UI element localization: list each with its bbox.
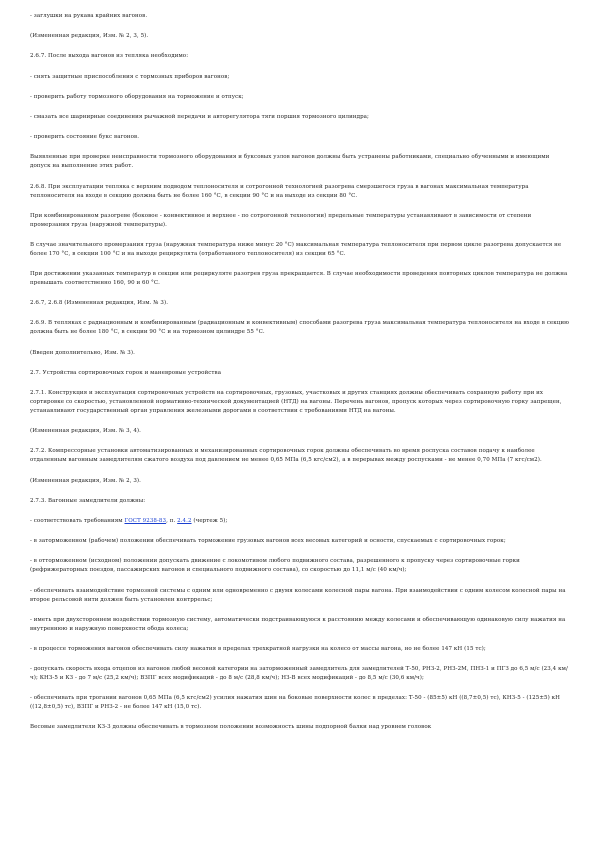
paragraph: Весовые замедлители КЗ-3 должны обеспечивать в тормозном положении возможность шины подпорной балки над уровнем головок: [30, 724, 432, 731]
list-item: - допускать скорость входа отцепов из вагонов любой весовой категории на заторможенный замедлитель для замедлителей Т-50, РНЗ-2, РНЗ-2М, ПНЗ-1 и ПГЗ до 6,5 м/с (23,4 км/ч); КНЗ-5 и КЗ - до 7 м/с (25,2 км/ч); ВЗПГ всех модификаций - до 8 м/с (28,8 км/ч); НЗ-В всех модификаций - до 8,5 м/с (30,6 км/ч);: [30, 666, 568, 682]
list-item: - в заторможенном (рабочем) положении обеспечивать торможение грузовых вагонов всех весовых категорий и осности, спускаемых с сортировочных горок;: [30, 538, 506, 545]
text-fragment: - соответствовать требованиям: [30, 517, 125, 524]
paragraph: При комбинированном разогреве (боковое - конвективное и верхнее - по сотрогонной технологии) предельные температуры устанавливают в зависимости от степени промерзания груза (наружной температуры).: [30, 212, 532, 228]
list-item: - иметь при двухстороннем воздействии тормозную систему, автоматически подстраивающуюся к расстоянию между колесами и обеспечивающую одинаковую силу нажатия на внутреннюю и наружную поверхности обода колеса;: [30, 616, 566, 632]
amendment-note: (Измененная редакция, Изм. № 2, 3, 5).: [30, 33, 149, 40]
list-item: - в процессе торможения вагонов обеспечивать силу нажатия в пределах трехкратной нагрузки на колесо от массы вагона, но не более 147 кН (15 тс);: [30, 645, 486, 652]
list-item: - обеспечивать при трогании вагонов 0,65 МПа (6,5 кгс/см2) усилия нажатия шин на боковые поверхности колес в пределах: Т-50 - (85±5) кН ((8,7±0,5) тс), КНЗ-5 - (125±5) кН ((12,8±0,5) тс), ВЗПГ и РНЗ-2 - не более 147 кН (15,0 тс).: [30, 695, 561, 711]
clause: 2.7.2. Компрессорные установки автоматизированных и механизированных сортировочных горок должны обеспечивать во время роспуска составов подачу к наиболее отдаленным вагонным замедлителям сжатого воздуха под давлением не менее 0,65 МПа (6,5 кгс/см2), а в перерывах между роспусками - не менее 0,70 МПа (7 кгс/см2).: [30, 448, 542, 464]
paragraph: При достижении указанных температур в секции или рециркуляте разогрев груза прекращается. В случае необходимости проведения повторных циклов температура не должна превышать соответственно 160, 90 и 60 °С.: [30, 271, 568, 287]
section-heading: 2.7. Устройства сортировочных горок и маневровые устройства: [30, 369, 222, 376]
list-item: - в отторможенном (исходном) положении допускать движение с локомотивом любого подвижного состава, разрешенного к пропуску через сортировочные горки (рефрижераторных поездов, пассажирских вагонов и специального подвижного состава), со скоростью до 11,1 м/с (40 км/ч);: [30, 558, 520, 574]
list-item: - смазать все шарнирные соединения рычажной передачи и авторегулятора тяги поршня тормозного цилиндра;: [30, 113, 369, 120]
amendment-note: (Измененная редакция, Изм. № 3, 4).: [30, 428, 141, 435]
paragraph: В случае значительного промерзания груза (наружная температура ниже минус 20 °С) максимальная температура теплоносителя при первом цикле разогрева допускается не более 170 °С, в секции 100 °С и на выходе рециркулята (отработанного теплоносителя) из секции 65 °С.: [30, 241, 562, 257]
clause-link[interactable]: 2.4.2: [177, 517, 192, 524]
list-item-with-links: [30, 517, 570, 526]
paragraph: Выявленные при проверке неисправности тормозного оборудования и буксовых узлов вагонов должны быть устранены работниками, специально обученными и имеющими допуск на выполнение этих работ.: [30, 154, 550, 170]
list-item: - снять защитные приспособления с тормозных приборов вагонов;: [30, 73, 230, 80]
clause-heading: 2.7.3. Вагонные замедлители должны:: [30, 497, 146, 504]
text-fragment: , п.: [166, 517, 178, 524]
amendment-note: (Измененная редакция, Изм. № 2, 3).: [30, 477, 141, 484]
amendment-note: (Введен дополнительно, Изм. № 3).: [30, 349, 135, 356]
amendment-note: 2.6.7, 2.6.8 (Измененная редакция, Изм. № 3).: [30, 300, 169, 307]
text-fragment: (чертеж 5);: [191, 517, 228, 524]
clause-heading: 2.6.7. После выхода вагонов из тепляка необходимо:: [30, 53, 189, 60]
gost-link[interactable]: ГОСТ 9238-83: [124, 517, 167, 524]
list-item: - проверить работу тормозного оборудования на торможение и отпуск;: [30, 93, 244, 100]
clause: 2.7.1. Конструкция и эксплуатация сортировочных устройств на сортировочных, грузовых, участковых и других станциях должны обеспечивать сохранную работу при их сортировке со скоростью, установленной нормативно-технической документацией (НТД) на вагоны. Перечень вагонов, пропуск которых через сортировочную горку запрещен, устанавливают государственный орган управления железными дорогами в соответствии с требованиями НТД на вагоны.: [30, 390, 562, 414]
document-page: [30, 12, 570, 744]
clause: 2.6.9. В тепляках с радиационным и комбинированным (радиационным и конвективным) способами разогрева груза максимальная температура теплоносителя на входе в секцию должна быть не более 180 °С, в секции 90 °С и на тормозном цилиндре 55 °С.: [30, 320, 569, 336]
text-line: - заглушки на рукава крайних вагонов.: [30, 13, 148, 19]
list-item: - проверить состояние букс вагонов.: [30, 134, 140, 141]
clause: 2.6.8. При эксплуатации тепляка с верхним подводом теплоносителя и сотрогонной технологией разогрева смерзшегося груза в вагонах максимальная температура теплоносителя на входе в секцию должна быть не более 160 °С, в секции 90 °С и на выходе из секции 80 °С.: [30, 183, 529, 199]
list-item: - обеспечивать взаимодействие тормозной системы с одним или одновременно с двумя колесами колесной пары вагона. При взаимодействии с одним колесом колесной пары на второе рельсовой нити должен быть установлен контррельс;: [30, 587, 566, 603]
